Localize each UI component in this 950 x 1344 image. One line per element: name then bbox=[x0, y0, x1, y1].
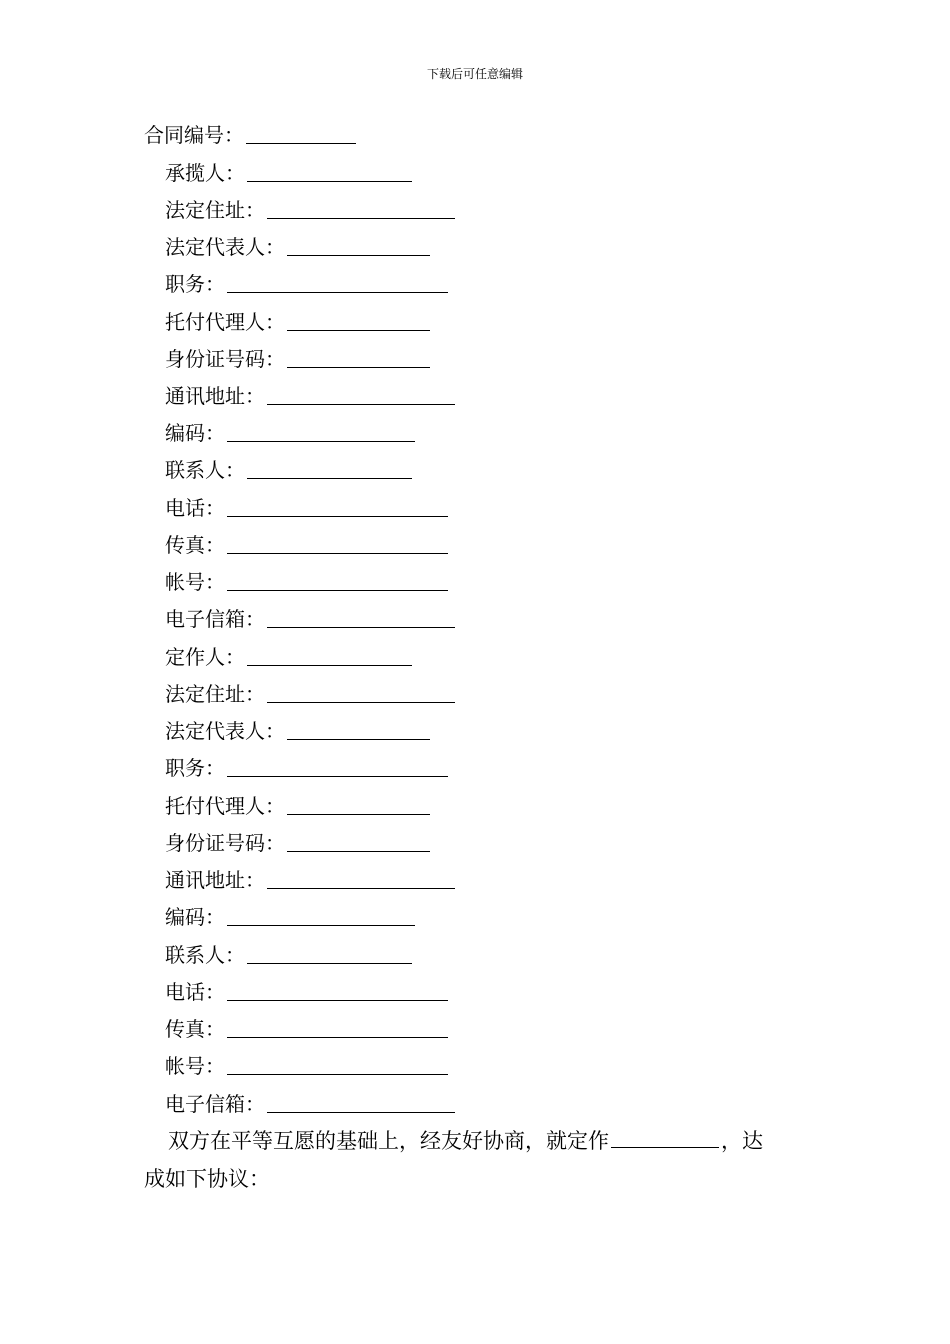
field-label: 联系人： bbox=[165, 943, 245, 967]
field-label: 托付代理人： bbox=[165, 310, 285, 334]
orderer-blank[interactable] bbox=[247, 642, 412, 666]
contractor-phone-row bbox=[165, 493, 448, 523]
field-label: 法定代表人： bbox=[165, 235, 285, 259]
orderer-phone-row bbox=[165, 977, 448, 1007]
contractor-account-blank[interactable] bbox=[227, 567, 448, 591]
orderer-id-row bbox=[165, 828, 430, 858]
contractor-label: 承揽人： bbox=[165, 161, 245, 185]
orderer-account-blank[interactable] bbox=[227, 1051, 448, 1075]
contractor-contact-row bbox=[165, 455, 412, 485]
orderer-position-row bbox=[165, 753, 448, 783]
field-label: 托付代理人： bbox=[165, 794, 285, 818]
field-label: 帐号： bbox=[165, 1054, 225, 1078]
agreement-line-2 bbox=[144, 1161, 270, 1198]
contractor-agent-row bbox=[165, 307, 430, 337]
field-label: 法定住址： bbox=[165, 198, 265, 222]
contractor-fax-blank[interactable] bbox=[227, 530, 448, 554]
orderer-agent-row bbox=[165, 791, 430, 821]
contractor-legal-rep-blank[interactable] bbox=[287, 232, 430, 256]
field-label: 法定住址： bbox=[165, 682, 265, 706]
agreement-text-line-2: 成如下协议： bbox=[144, 1167, 270, 1191]
field-label: 编码： bbox=[165, 421, 225, 445]
orderer-position-blank[interactable] bbox=[227, 753, 448, 777]
orderer-contact-blank[interactable] bbox=[247, 940, 412, 964]
orderer-legal-rep-blank[interactable] bbox=[287, 716, 430, 740]
field-label: 通讯地址： bbox=[165, 384, 265, 408]
orderer-label: 定作人： bbox=[165, 645, 245, 669]
agreement-text-before: 双方在平等互愿的基础上，经友好协商，就定作 bbox=[168, 1129, 609, 1153]
field-label: 帐号： bbox=[165, 570, 225, 594]
field-label: 联系人： bbox=[165, 458, 245, 482]
field-label: 职务： bbox=[165, 272, 225, 296]
field-label: 通讯地址： bbox=[165, 868, 265, 892]
contractor-address-blank[interactable] bbox=[267, 195, 455, 219]
orderer-legal-rep-row bbox=[165, 716, 430, 746]
field-label: 电话： bbox=[165, 496, 225, 520]
orderer-account-row bbox=[165, 1051, 448, 1081]
contract-no-blank[interactable] bbox=[246, 120, 356, 144]
field-label: 法定代表人： bbox=[165, 719, 285, 743]
orderer-address-blank[interactable] bbox=[267, 679, 455, 703]
orderer-id-blank[interactable] bbox=[287, 828, 430, 852]
contract-no-label: 合同编号： bbox=[144, 123, 244, 147]
orderer-row bbox=[165, 642, 412, 672]
contractor-id-blank[interactable] bbox=[287, 344, 430, 368]
field-label: 职务： bbox=[165, 756, 225, 780]
field-label: 传真： bbox=[165, 533, 225, 557]
contractor-mail-address-blank[interactable] bbox=[267, 381, 455, 405]
contractor-phone-blank[interactable] bbox=[227, 493, 448, 517]
orderer-mail-address-blank[interactable] bbox=[267, 865, 455, 889]
orderer-code-row bbox=[165, 902, 415, 932]
field-label: 身份证号码： bbox=[165, 347, 285, 371]
contractor-position-row bbox=[165, 269, 448, 299]
contractor-code-row bbox=[165, 418, 415, 448]
contractor-row bbox=[165, 158, 412, 188]
orderer-fax-blank[interactable] bbox=[227, 1014, 448, 1038]
orderer-fax-row bbox=[165, 1014, 448, 1044]
field-label: 电子信箱： bbox=[165, 607, 265, 631]
contractor-blank[interactable] bbox=[247, 158, 412, 182]
contractor-agent-blank[interactable] bbox=[287, 307, 430, 331]
contractor-code-blank[interactable] bbox=[227, 418, 415, 442]
agreement-subject-blank[interactable] bbox=[611, 1123, 719, 1148]
agreement-line-1 bbox=[144, 1123, 763, 1160]
contractor-address-row bbox=[165, 195, 455, 225]
contractor-mail-address-row bbox=[165, 381, 455, 411]
orderer-contact-row bbox=[165, 940, 412, 970]
contractor-account-row bbox=[165, 567, 448, 597]
orderer-email-row bbox=[165, 1089, 455, 1119]
field-label: 身份证号码： bbox=[165, 831, 285, 855]
contractor-legal-rep-row bbox=[165, 232, 430, 262]
orderer-phone-blank[interactable] bbox=[227, 977, 448, 1001]
contract-no-row bbox=[144, 120, 356, 150]
orderer-email-blank[interactable] bbox=[267, 1089, 455, 1113]
contractor-position-blank[interactable] bbox=[227, 269, 448, 293]
contractor-email-row bbox=[165, 604, 455, 634]
contractor-contact-blank[interactable] bbox=[247, 455, 412, 479]
orderer-address-row bbox=[165, 679, 455, 709]
orderer-code-blank[interactable] bbox=[227, 902, 415, 926]
agreement-text-after: ，达 bbox=[721, 1129, 763, 1153]
orderer-agent-blank[interactable] bbox=[287, 791, 430, 815]
contractor-email-blank[interactable] bbox=[267, 604, 455, 628]
field-label: 传真： bbox=[165, 1017, 225, 1041]
field-label: 编码： bbox=[165, 905, 225, 929]
orderer-mail-address-row bbox=[165, 865, 455, 895]
contractor-id-row bbox=[165, 344, 430, 374]
field-label: 电子信箱： bbox=[165, 1092, 265, 1116]
contractor-fax-row bbox=[165, 530, 448, 560]
header-note: 下载后可任意编辑 bbox=[426, 67, 523, 81]
field-label: 电话： bbox=[165, 980, 225, 1004]
